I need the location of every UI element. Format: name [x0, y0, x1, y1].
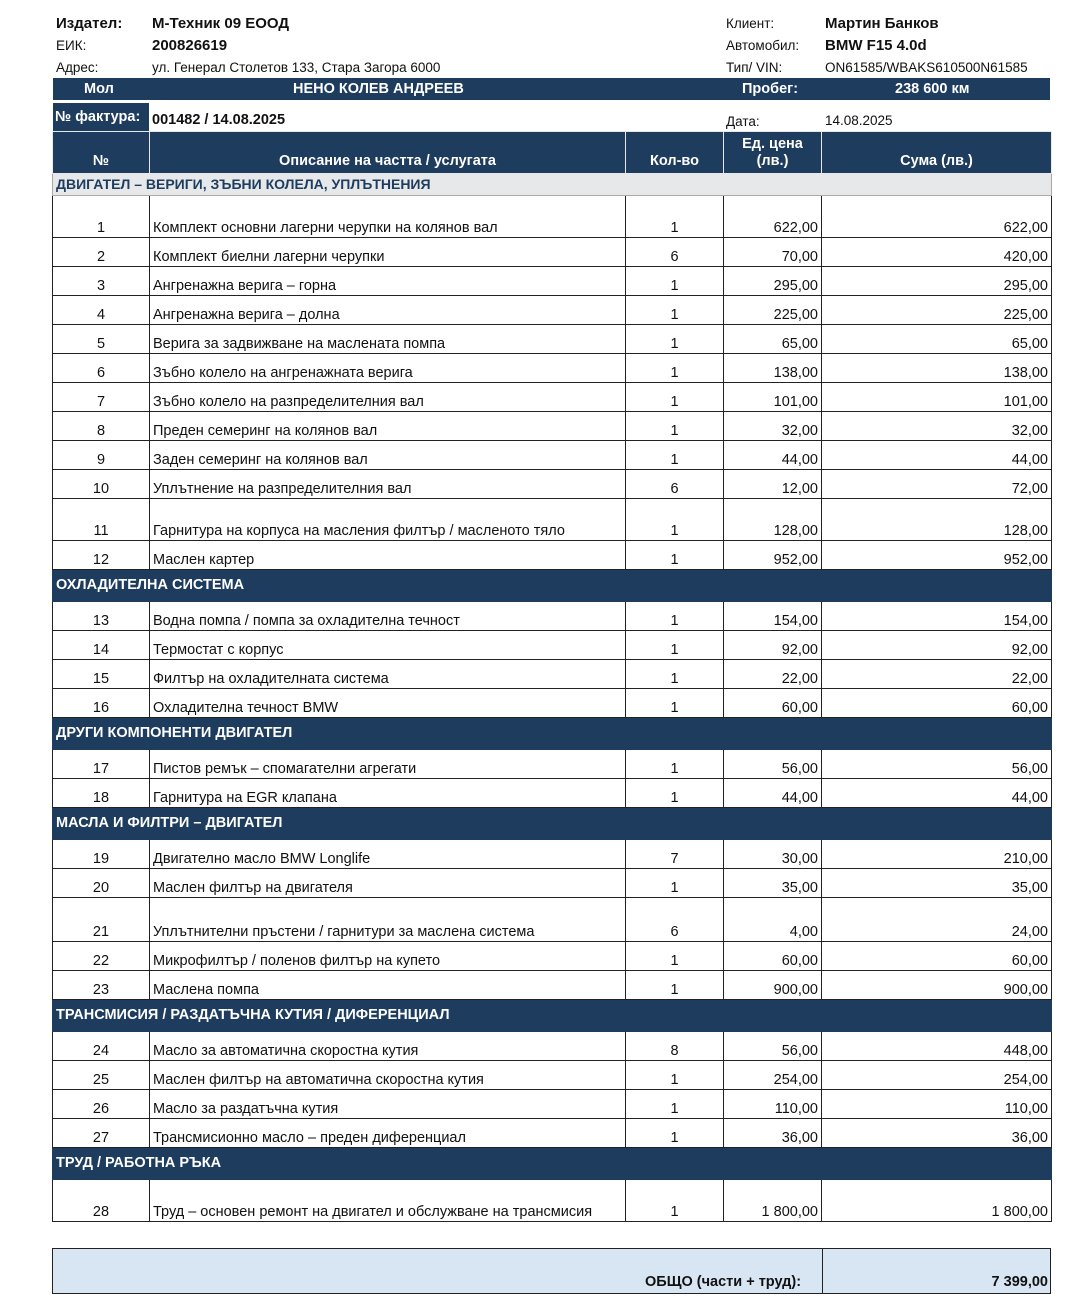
cell-num: 18 [53, 779, 150, 808]
table-row [53, 325, 1052, 354]
cell-num: 12 [53, 541, 150, 570]
cell-desc: Филтър на охладителната система [150, 660, 626, 689]
cell-qty: 1 [626, 869, 724, 898]
cell-price: 65,00 [724, 325, 822, 354]
section-header [53, 718, 1052, 750]
cell-qty: 1 [626, 660, 724, 689]
cell-desc: Масло за раздатъчна кутия [150, 1090, 626, 1119]
cell-qty: 1 [626, 1119, 724, 1148]
table-row [53, 971, 1052, 1000]
cell-price: 4,00 [724, 898, 822, 942]
cell-price: 254,00 [724, 1061, 822, 1090]
total-divider [822, 1249, 823, 1293]
col-desc: Описание на частта / услугата [150, 132, 626, 174]
cell-qty: 1 [626, 267, 724, 296]
date-value: 14.08.2025 [825, 113, 893, 128]
cell-num: 2 [53, 238, 150, 267]
table-row [53, 541, 1052, 570]
section-title: ТРУД / РАБОТНА РЪКА [53, 1148, 1052, 1180]
cell-sum: 44,00 [822, 441, 1052, 470]
cell-desc: Уплътнение на разпределителния вал [150, 470, 626, 499]
cell-desc: Охладителна течност BMW [150, 689, 626, 718]
cell-num: 8 [53, 412, 150, 441]
cell-qty: 1 [626, 689, 724, 718]
cell-qty: 1 [626, 750, 724, 779]
cell-qty: 1 [626, 942, 724, 971]
cell-qty: 7 [626, 840, 724, 869]
cell-qty: 1 [626, 1090, 724, 1119]
cell-price: 295,00 [724, 267, 822, 296]
invoice-label: № фактура: [53, 103, 149, 131]
vin-value: ON61585/WBAKS610500N61585 [825, 60, 1028, 75]
cell-qty: 1 [626, 1061, 724, 1090]
cell-price: 56,00 [724, 1032, 822, 1061]
cell-num: 27 [53, 1119, 150, 1148]
client-name: Мартин Банков [825, 15, 939, 32]
cell-price: 22,00 [724, 660, 822, 689]
car-label: Автомобил: [726, 38, 800, 53]
section-header [53, 570, 1052, 602]
table-row [53, 1032, 1052, 1061]
cell-qty: 1 [626, 631, 724, 660]
table-row [53, 689, 1052, 718]
cell-price: 35,00 [724, 869, 822, 898]
cell-sum: 110,00 [822, 1090, 1052, 1119]
cell-price: 36,00 [724, 1119, 822, 1148]
cell-qty: 1 [626, 602, 724, 631]
cell-qty: 1 [626, 971, 724, 1000]
cell-num: 26 [53, 1090, 150, 1119]
cell-qty: 1 [626, 325, 724, 354]
issuer-name: М-Техник 09 ЕООД [152, 15, 290, 32]
cell-price: 32,00 [724, 412, 822, 441]
cell-sum: 65,00 [822, 325, 1052, 354]
cell-sum: 72,00 [822, 470, 1052, 499]
section-title: ДВИГАТЕЛ – ВЕРИГИ, ЗЪБНИ КОЛЕЛА, УПЛЪТНЕНИЯ [53, 174, 1052, 196]
address-value: ул. Генерал Столетов 133, Стара Загора 6000 [152, 60, 441, 75]
cell-sum: 900,00 [822, 971, 1052, 1000]
cell-qty: 1 [626, 541, 724, 570]
total-label: ОБЩО (части + труд): [645, 1274, 802, 1290]
cell-desc: Преден семеринг на колянов вал [150, 412, 626, 441]
cell-sum: 622,00 [822, 196, 1052, 238]
cell-num: 19 [53, 840, 150, 869]
cell-desc: Зъбно колело на разпределителния вал [150, 383, 626, 412]
cell-qty: 1 [626, 1180, 724, 1222]
date-label: Дата: [726, 114, 760, 129]
cell-price: 101,00 [724, 383, 822, 412]
total-box [52, 1248, 1051, 1294]
section-header [53, 1148, 1052, 1180]
cell-price: 138,00 [724, 354, 822, 383]
cell-sum: 128,00 [822, 499, 1052, 541]
table-row [53, 412, 1052, 441]
table-row [53, 499, 1052, 541]
cell-num: 7 [53, 383, 150, 412]
cell-sum: 32,00 [822, 412, 1052, 441]
cell-price: 56,00 [724, 750, 822, 779]
cell-num: 21 [53, 898, 150, 942]
cell-price: 60,00 [724, 942, 822, 971]
table-row [53, 196, 1052, 238]
invoice-number: 001482 / 14.08.2025 [152, 112, 286, 128]
cell-sum: 92,00 [822, 631, 1052, 660]
issuer-label: Издател: [56, 15, 123, 32]
cell-num: 10 [53, 470, 150, 499]
cell-sum: 138,00 [822, 354, 1052, 383]
cell-desc: Комплект биелни лагерни черупки [150, 238, 626, 267]
col-price-line1: Ед. цена [742, 136, 803, 152]
table-row [53, 1119, 1052, 1148]
table-row [53, 1061, 1052, 1090]
cell-desc: Маслен филтър на автоматична скоростна кутия [150, 1061, 626, 1090]
table-row [53, 750, 1052, 779]
col-price-line2: (лв.) [756, 153, 789, 169]
address-label: Адрес: [56, 60, 99, 75]
mileage-label: Пробег: [742, 81, 799, 97]
cell-num: 4 [53, 296, 150, 325]
cell-qty: 8 [626, 1032, 724, 1061]
cell-qty: 1 [626, 383, 724, 412]
cell-num: 14 [53, 631, 150, 660]
cell-price: 622,00 [724, 196, 822, 238]
cell-sum: 1 800,00 [822, 1180, 1052, 1222]
section-header [53, 1000, 1052, 1032]
cell-sum: 35,00 [822, 869, 1052, 898]
eik-value: 200826619 [152, 37, 228, 54]
table-row [53, 631, 1052, 660]
cell-desc: Зъбно колело на ангренажната верига [150, 354, 626, 383]
client-label: Клиент: [726, 16, 775, 31]
section-title: ТРАНСМИСИЯ / РАЗДАТЪЧНА КУТИЯ / ДИФЕРЕНЦИАЛ [53, 1000, 1052, 1032]
cell-desc: Заден семеринг на колянов вал [150, 441, 626, 470]
cell-qty: 1 [626, 196, 724, 238]
cell-num: 6 [53, 354, 150, 383]
cell-desc: Маслен картер [150, 541, 626, 570]
table-row [53, 383, 1052, 412]
table-row [53, 470, 1052, 499]
cell-price: 1 800,00 [724, 1180, 822, 1222]
cell-desc: Пистов ремък – спомагателни агрегати [150, 750, 626, 779]
cell-sum: 295,00 [822, 267, 1052, 296]
cell-qty: 1 [626, 412, 724, 441]
table-row [53, 779, 1052, 808]
cell-price: 128,00 [724, 499, 822, 541]
cell-num: 20 [53, 869, 150, 898]
table-row [53, 441, 1052, 470]
table-row [53, 898, 1052, 942]
cell-num: 22 [53, 942, 150, 971]
cell-num: 9 [53, 441, 150, 470]
cell-desc: Ангренажна верига – горна [150, 267, 626, 296]
section-title: ДРУГИ КОМПОНЕНТИ ДВИГАТЕЛ [53, 718, 1052, 750]
eik-label: ЕИК: [56, 38, 87, 53]
car-value: BMW F15 4.0d [825, 37, 927, 54]
cell-price: 70,00 [724, 238, 822, 267]
cell-sum: 56,00 [822, 750, 1052, 779]
cell-num: 1 [53, 196, 150, 238]
cell-sum: 154,00 [822, 602, 1052, 631]
cell-desc: Маслен филтър на двигателя [150, 869, 626, 898]
cell-sum: 36,00 [822, 1119, 1052, 1148]
mol-label: Мол [84, 81, 114, 97]
section-header [53, 808, 1052, 840]
table-row [53, 869, 1052, 898]
cell-price: 952,00 [724, 541, 822, 570]
cell-num: 5 [53, 325, 150, 354]
col-qty: Кол-во [626, 132, 724, 174]
cell-sum: 448,00 [822, 1032, 1052, 1061]
cell-sum: 225,00 [822, 296, 1052, 325]
mol-bar [53, 78, 1050, 100]
cell-desc: Верига за задвижване на маслената помпа [150, 325, 626, 354]
col-price [724, 132, 822, 174]
total-value: 7 399,00 [991, 1274, 1048, 1290]
cell-qty: 1 [626, 499, 724, 541]
cell-num: 28 [53, 1180, 150, 1222]
cell-price: 225,00 [724, 296, 822, 325]
section-header [53, 174, 1052, 196]
table-row [53, 602, 1052, 631]
cell-num: 25 [53, 1061, 150, 1090]
cell-sum: 420,00 [822, 238, 1052, 267]
col-num: № [53, 132, 150, 174]
cell-num: 13 [53, 602, 150, 631]
cell-qty: 1 [626, 779, 724, 808]
table-row [53, 1090, 1052, 1119]
cell-qty: 1 [626, 354, 724, 383]
mol-value: НЕНО КОЛЕВ АНДРЕЕВ [293, 81, 464, 97]
vin-label: Тип/ VIN: [726, 60, 783, 75]
cell-desc: Микрофилтър / поленов филтър на купето [150, 942, 626, 971]
cell-desc: Труд – основен ремонт на двигател и обслужване на трансмисия [150, 1180, 626, 1222]
cell-price: 92,00 [724, 631, 822, 660]
cell-desc: Гарнитура на EGR клапана [150, 779, 626, 808]
cell-price: 154,00 [724, 602, 822, 631]
cell-sum: 952,00 [822, 541, 1052, 570]
cell-sum: 22,00 [822, 660, 1052, 689]
invoice-row [53, 103, 1050, 131]
table-row [53, 296, 1052, 325]
cell-sum: 24,00 [822, 898, 1052, 942]
cell-desc: Трансмисионно масло – преден диференциал [150, 1119, 626, 1148]
cell-num: 3 [53, 267, 150, 296]
cell-qty: 6 [626, 470, 724, 499]
section-title: МАСЛА И ФИЛТРИ – ДВИГАТЕЛ [53, 808, 1052, 840]
cell-sum: 101,00 [822, 383, 1052, 412]
table-row [53, 840, 1052, 869]
cell-num: 16 [53, 689, 150, 718]
cell-desc: Ангренажна верига – долна [150, 296, 626, 325]
cell-num: 24 [53, 1032, 150, 1061]
cell-desc: Двигателно масло BMW Longlife [150, 840, 626, 869]
cell-sum: 254,00 [822, 1061, 1052, 1090]
table-row [53, 267, 1052, 296]
cell-num: 17 [53, 750, 150, 779]
cell-qty: 6 [626, 238, 724, 267]
cell-sum: 60,00 [822, 942, 1052, 971]
cell-qty: 1 [626, 441, 724, 470]
cell-sum: 44,00 [822, 779, 1052, 808]
items-table [52, 131, 1052, 1222]
cell-num: 15 [53, 660, 150, 689]
cell-price: 900,00 [724, 971, 822, 1000]
cell-price: 12,00 [724, 470, 822, 499]
cell-desc: Гарнитура на корпуса на масления филтър / масленото тяло [150, 499, 626, 541]
cell-desc: Водна помпа / помпа за охладителна течност [150, 602, 626, 631]
cell-qty: 6 [626, 898, 724, 942]
cell-price: 44,00 [724, 441, 822, 470]
table-row [53, 238, 1052, 267]
cell-desc: Маслена помпа [150, 971, 626, 1000]
table-header [53, 132, 1052, 174]
cell-sum: 60,00 [822, 689, 1052, 718]
cell-price: 44,00 [724, 779, 822, 808]
cell-desc: Уплътнителни пръстени / гарнитури за маслена система [150, 898, 626, 942]
section-title: ОХЛАДИТЕЛНА СИСТЕМА [53, 570, 1052, 602]
cell-price: 60,00 [724, 689, 822, 718]
cell-num: 11 [53, 499, 150, 541]
cell-price: 30,00 [724, 840, 822, 869]
cell-price: 110,00 [724, 1090, 822, 1119]
cell-num: 23 [53, 971, 150, 1000]
cell-desc: Комплект основни лагерни черупки на колянов вал [150, 196, 626, 238]
cell-qty: 1 [626, 296, 724, 325]
cell-desc: Термостат с корпус [150, 631, 626, 660]
cell-sum: 210,00 [822, 840, 1052, 869]
table-row [53, 1180, 1052, 1222]
cell-desc: Масло за автоматична скоростна кутия [150, 1032, 626, 1061]
table-row [53, 660, 1052, 689]
col-sum: Сума (лв.) [822, 132, 1052, 174]
table-row [53, 354, 1052, 383]
table-row [53, 942, 1052, 971]
mileage-value: 238 600 км [895, 81, 970, 97]
